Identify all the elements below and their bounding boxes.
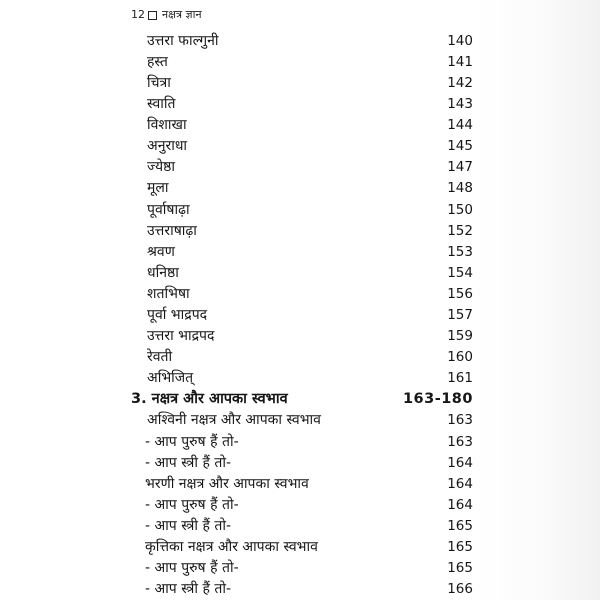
- toc-entry-title: हस्त: [147, 54, 168, 70]
- toc-section-heading: [0, 389, 600, 410]
- toc-entry-title: पूर्वा भाद्रपद: [147, 307, 208, 323]
- toc-subentry-page: 164: [447, 497, 473, 513]
- toc-entry-title: मूला: [147, 180, 169, 196]
- toc-subentry-page: 165: [447, 560, 473, 576]
- toc-entry-title: उत्तरा फाल्गुनी: [147, 33, 219, 49]
- toc-subentry-page: 165: [447, 518, 473, 534]
- header-page-number: 12: [131, 8, 145, 21]
- toc-entry: [0, 368, 600, 389]
- toc-entry-page: 141: [447, 54, 473, 70]
- toc-entry-page: 145: [447, 138, 473, 154]
- toc-entry-page: 159: [447, 328, 473, 344]
- toc-entry-page: 164: [447, 476, 473, 492]
- toc-entry: [0, 115, 600, 136]
- toc-entry-page: 143: [447, 96, 473, 112]
- toc-entry: [0, 200, 600, 221]
- toc-subentry-title: - आप स्त्री हैं तो-: [145, 455, 232, 471]
- toc-entry-title: शतभिषा: [147, 286, 190, 302]
- toc-entry-title: अश्विनी नक्षत्र और आपका स्वभाव: [147, 412, 321, 428]
- toc-subentry-title: - आप पुरुष हैं तो-: [145, 560, 239, 576]
- toc-entry: [0, 347, 600, 368]
- toc-entry-title: उत्तरा भाद्रपद: [147, 328, 215, 344]
- toc-entry: [0, 410, 600, 431]
- toc-entry: [0, 474, 600, 495]
- toc-entry: [0, 305, 600, 326]
- toc-subentry-title: - आप पुरुष हैं तो-: [145, 497, 239, 513]
- toc-entry: [0, 221, 600, 242]
- toc-entry-title: विशाखा: [147, 117, 187, 133]
- toc-entry: [0, 52, 600, 73]
- toc-entry-page: 163: [447, 412, 473, 428]
- toc-entry-page: 140: [447, 33, 473, 49]
- toc-subentry-title: - आप स्त्री हैं तो-: [145, 581, 232, 597]
- toc-entry-page: 161: [447, 370, 473, 386]
- toc-entry-title: भरणी नक्षत्र और आपका स्वभाव: [145, 476, 309, 492]
- toc-subentry: [0, 432, 600, 453]
- toc-subentry: [0, 579, 600, 600]
- toc-entry-page: 152: [447, 223, 473, 239]
- toc-entry-title: स्वाति: [147, 96, 176, 112]
- toc-entry: [0, 178, 600, 199]
- toc-entry: [0, 136, 600, 157]
- toc-entry: [0, 284, 600, 305]
- toc-entry-title: रेवती: [147, 349, 173, 365]
- toc-entry-page: 165: [447, 539, 473, 555]
- toc-subentry-title: - आप पुरुष हैं तो-: [145, 434, 239, 450]
- toc-entry-page: 153: [447, 244, 473, 260]
- toc-entry-title: पूर्वाषाढ़ा: [147, 202, 190, 218]
- toc-subentry: [0, 516, 600, 537]
- toc-entry-title: कृत्तिका नक्षत्र और आपका स्वभाव: [145, 539, 318, 555]
- toc-entry-page: 160: [447, 349, 473, 365]
- toc-entry: [0, 263, 600, 284]
- toc-entry-page: 157: [447, 307, 473, 323]
- toc-entry-page: 144: [447, 117, 473, 133]
- toc-entry: [0, 537, 600, 558]
- toc-section-title: 3. नक्षत्र और आपका स्वभाव: [131, 391, 288, 407]
- toc-subentry: [0, 453, 600, 474]
- toc-entry: [0, 326, 600, 347]
- toc-entry-title: श्रवण: [147, 244, 175, 260]
- toc-entry-title: धनिष्ठा: [147, 265, 179, 281]
- toc-subentry-page: 163: [447, 434, 473, 450]
- toc-entry-page: 150: [447, 202, 473, 218]
- toc-entry-page: 142: [447, 75, 473, 91]
- toc-section-page-range: 163-180: [402, 391, 473, 407]
- toc-subentry: [0, 558, 600, 579]
- toc-subentry-page: 164: [447, 455, 473, 471]
- toc-subentry: [0, 495, 600, 516]
- toc-entry: [0, 73, 600, 94]
- toc-entry: [0, 31, 600, 52]
- toc-subentry-title: - आप स्त्री हैं तो-: [145, 518, 232, 534]
- toc-entry: [0, 94, 600, 115]
- toc-entry-title: उत्तराषाढ़ा: [147, 223, 197, 239]
- toc-entry-page: 147: [447, 159, 473, 175]
- toc-entry-title: अनुराधा: [147, 138, 188, 154]
- toc-entry-page: 148: [447, 180, 473, 196]
- toc-entry: [0, 242, 600, 263]
- toc-entry-page: 156: [447, 286, 473, 302]
- toc-entry-title: अभिजित्: [147, 370, 194, 386]
- toc-subentry-page: 166: [447, 581, 473, 597]
- toc-entry-page: 154: [447, 265, 473, 281]
- toc-entry: [0, 157, 600, 178]
- toc-entry-title: चित्रा: [147, 75, 171, 91]
- toc-entry-title: ज्येष्ठा: [147, 159, 175, 175]
- header-running-title: नक्षत्र ज्ञान: [162, 8, 202, 21]
